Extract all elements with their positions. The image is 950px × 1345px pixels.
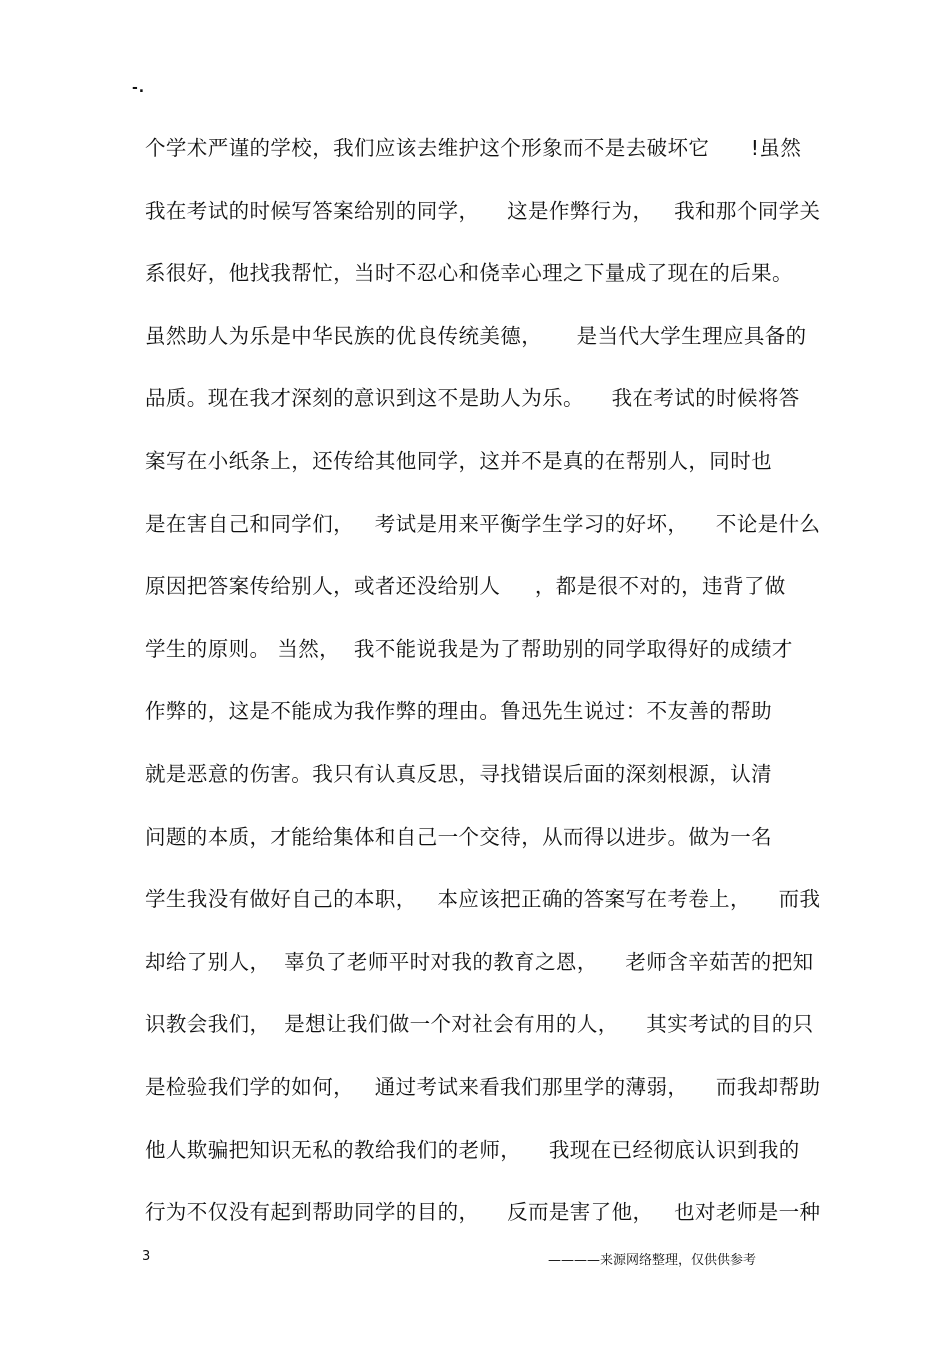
text-line: 识教会我们， 是想让我们做一个对社会有用的人， 其实考试的目的只 <box>145 1012 814 1037</box>
page-number: 3 <box>142 1249 151 1264</box>
text-line: 原因把答案传给别人，或者还没给别人 ，都是很不对的，违背了做 <box>145 574 786 599</box>
text-line: 个学术严谨的学校，我们应该去维护这个形象而不是去破坏它 !虽然 <box>145 136 802 160</box>
text-line: 虽然助人为乐是中华民族的优良传统美德， 是当代大学生理应具备的 <box>145 323 807 348</box>
text-line: 品质。现在我才深刻的意识到这不是助人为乐。 我在考试的时候将答 <box>145 386 800 411</box>
text-line: 是检验我们学的如何， 通过考试来看我们那里学的薄弱， 而我却帮助 <box>145 1074 821 1099</box>
text-line: 作弊的，这是不能成为我作弊的理由。鲁迅先生说过：不友善的帮助 <box>145 699 772 724</box>
text-line: 他人欺骗把知识无私的教给我们的老师， 我现在已经彻底认识到我的 <box>145 1137 800 1162</box>
text-line: 行为不仅没有起到帮助同学的目的， 反而是害了他， 也对老师是一种 <box>145 1200 821 1225</box>
text-line: 是在害自己和同学们， 考试是用来平衡学生学习的好坏， 不论是什么 <box>145 511 821 536</box>
text-line: 案写在小纸条上，还传给其他同学，这并不是真的在帮别人，同时也 <box>145 448 772 473</box>
text-line: 却给了别人， 辜负了老师平时对我的教育之恩， 老师含辛茹苦的把知 <box>145 949 814 974</box>
text-line: 学生的原则。 当然， 我不能说我是为了帮助别的同学取得好的成绩才 <box>145 636 793 661</box>
text-line: 问题的本质，才能给集体和自己一个交待，从而得以进步。做为一名 <box>145 824 772 849</box>
body-text <box>145 128 825 1255</box>
footer-source-note: ————来源网络整理，仅供供参考 <box>548 1253 757 1268</box>
text-line: 我在考试的时候写答案给别的同学， 这是作弊行为， 我和那个同学关 <box>145 198 821 223</box>
text-line: 系很好，他找我帮忙，当时不忍心和侥幸心理之下量成了现在的后果。 <box>145 261 793 286</box>
text-line: 就是恶意的伤害。我只有认真反思，寻找错误后面的深刻根源，认清 <box>145 761 772 786</box>
header-mark: -. <box>132 80 146 96</box>
text-line: 学生我没有做好自己的本职， 本应该把正确的答案写在考卷上， 而我 <box>145 887 821 912</box>
